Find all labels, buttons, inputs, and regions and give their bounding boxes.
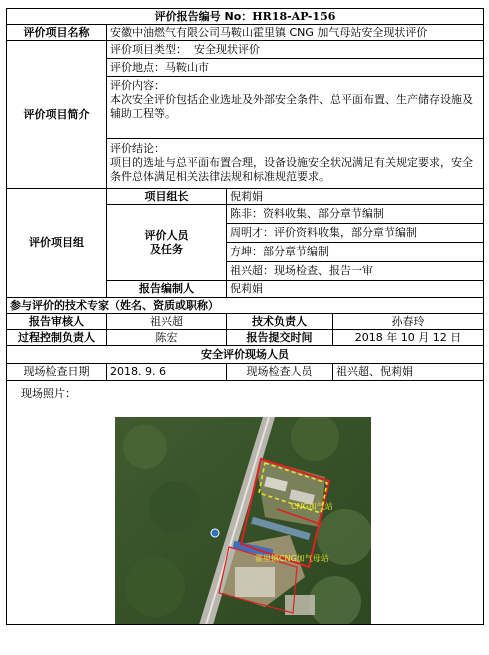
member-item: 方坤：部分章节编制 [227, 243, 484, 262]
submit-time-label: 报告提交时间 [227, 330, 333, 346]
experts-label: 参与评价的技术专家（姓名、资质或职称） [7, 298, 484, 314]
photo-annotation-cng-station: CNG加气站 [291, 502, 333, 511]
members-label-line-1: 评价人员 [144, 228, 189, 242]
member-item: 祖兴超：现场检查、报告一审 [227, 262, 484, 281]
project-location: 评价地点：马鞍山市 [107, 59, 484, 77]
project-content [107, 77, 484, 139]
project-conclusion [107, 139, 484, 189]
inspection-date-label: 现场检查日期 [7, 364, 107, 381]
tech-lead-label: 技术负责人 [227, 314, 333, 330]
report-number-header [7, 9, 484, 25]
tech-lead-value: 孙春玲 [333, 314, 484, 330]
leader-label: 项目组长 [107, 189, 227, 205]
leader-value: 倪莉娟 [227, 189, 484, 205]
photo-annotation-mother-station: 霍里镇CNG加气母站 [255, 554, 329, 563]
process-control-value: 陈宏 [107, 330, 227, 346]
auditor-label: 报告审核人 [7, 314, 107, 330]
members-label [107, 205, 227, 281]
project-type-value: 安全现状评价 [194, 42, 260, 56]
project-name-value: 安徽中油燃气有限公司马鞍山霍里镇 CNG 加气母站安全现状评价 [107, 25, 484, 41]
compiler-value: 倪莉娟 [227, 281, 484, 298]
members-label-line-2: 及任务 [150, 242, 183, 256]
inspector-value: 祖兴超、倪莉娟 [333, 364, 484, 381]
content-text: 本次安全评价包括企业选址及外部安全条件、总平面布置、生产储存设施及辅助工程等。 [110, 93, 473, 120]
team-label: 评价项目组 [7, 189, 107, 298]
member-item: 陈非：资料收集、部分章节编制 [227, 205, 484, 224]
auditor-value: 祖兴超 [107, 314, 227, 330]
summary-label: 评价项目简介 [7, 41, 107, 189]
submit-time-value: 2018 年 10 月 12 日 [333, 330, 484, 346]
site-photo-cell [7, 381, 484, 625]
inspection-date-value: 2018. 9. 6 [107, 364, 227, 381]
project-type-label: 评价项目类型： [110, 42, 187, 56]
inspector-label: 现场检查人员 [227, 364, 333, 381]
member-item: 周明才：评价资料收集，部分章节编制 [227, 224, 484, 243]
report-number-label: 评价报告编号 No： [154, 9, 253, 23]
report-number-value: HR18-AP-156 [252, 9, 336, 23]
content-label: 评价内容： [110, 79, 165, 92]
site-section-title: 安全评价现场人员 [7, 346, 484, 364]
compiler-label: 报告编制人 [107, 281, 227, 298]
conclusion-text: 项目的选址与总平面布置合理，设备设施安全状况满足有关规定要求，安全条件总体满足相关法律法规和标准规范要求。 [110, 156, 473, 183]
process-control-label: 过程控制负责人 [7, 330, 107, 346]
project-name-label: 评价项目名称 [7, 25, 107, 41]
site-photo-label: 现场照片： [21, 387, 76, 400]
conclusion-label: 评价结论： [110, 142, 165, 155]
report-table [6, 8, 484, 625]
project-type [107, 41, 484, 59]
site-aerial-photo [115, 417, 371, 625]
